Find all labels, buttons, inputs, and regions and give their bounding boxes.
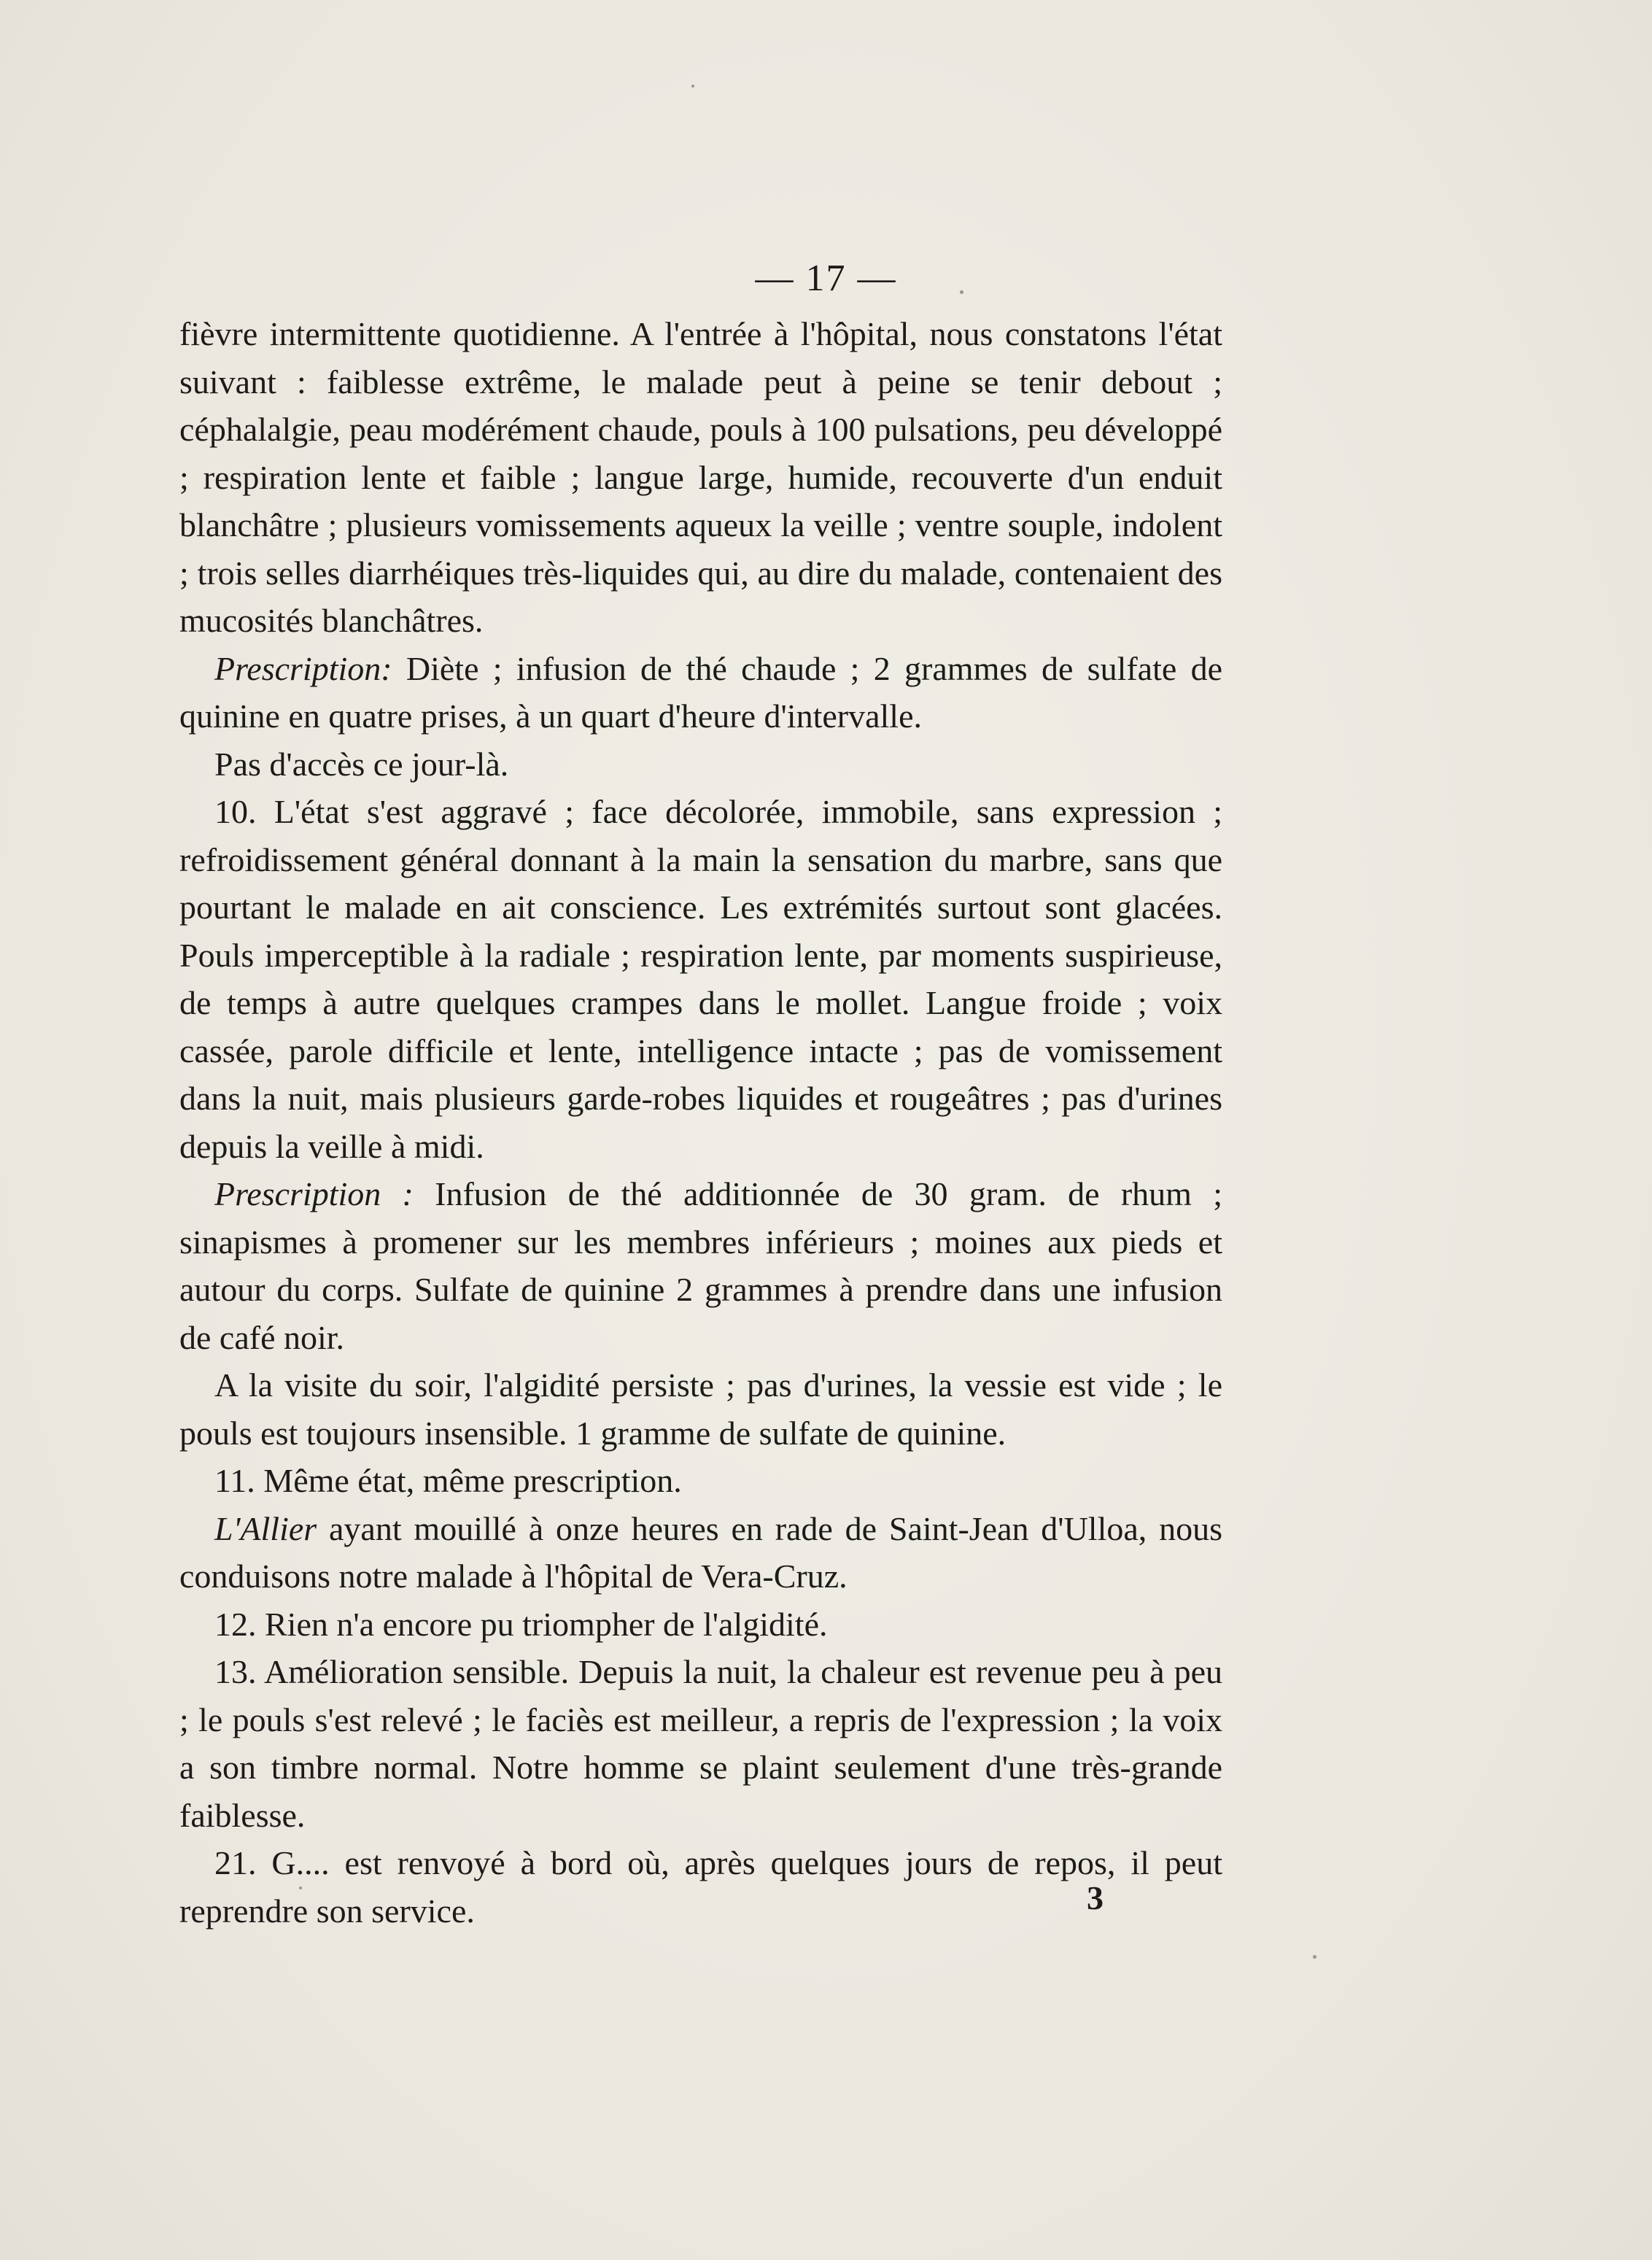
paper-speck xyxy=(960,290,963,294)
paragraph-day-11: 11. Même état, même prescription. xyxy=(214,1462,682,1499)
body-text xyxy=(179,310,1222,1935)
paragraph-day-10: 10. L'état s'est aggravé ; face décolorée, immobile, sans expression ; refroidissement général donnant à la main la sensation du marbre, sans que pourtant le malade en ait conscience. Les extrémités surtout sont glacées. Pouls imperceptible à la radiale ; respiration lente, par moments suspirieuse, de temps à autre quelques crampes dans le mollet. Langue froide ; voix cassée, parole difficile et lente, intelligence intacte ; pas de vomissement dans la nuit, mais plusieurs garde-robes liquides et rougeâtres ; pas d'urines depuis la veille à midi. xyxy=(179,793,1222,1165)
paragraph-day-13: 13. Amélioration sensible. Depuis la nuit, la chaleur est revenue peu à peu ; le pouls s'est relevé ; le faciès est meilleur, a repris de l'expression ; la voix a son timbre normal. Notre homme se plaint seulement d'une très-grande faiblesse. xyxy=(179,1653,1222,1834)
paragraph-day-12: 12. Rien n'a encore pu triompher de l'algidité. xyxy=(214,1605,828,1643)
paragraph-prescription xyxy=(179,645,1222,740)
prescription-text: Infusion de thé additionnée de 30 gram. de rhum ; sinapismes à promener sur les membres inférieurs ; moines aux pieds et autour du corps. Sulfate de quinine 2 grammes à prendre dans une infusion de café noir. xyxy=(179,1175,1222,1356)
paragraph-allier xyxy=(179,1505,1222,1601)
ship-name: L'Allier xyxy=(214,1509,317,1547)
paragraph: Pas d'accès ce jour-là. xyxy=(214,745,509,783)
prescription-label: Prescription: xyxy=(214,649,392,687)
signature-mark: 3 xyxy=(1087,1879,1104,1916)
paper-speck xyxy=(1313,1955,1316,1959)
paragraph-evening-visit: A la visite du soir, l'algidité persiste ; pas d'urines, la vessie est vide ; le pouls est toujours insensible. 1 gramme de sulfate de quinine. xyxy=(179,1366,1222,1452)
paragraph-text: ayant mouillé à onze heures en rade de Saint-Jean d'Ulloa, nous conduisons notre malade à l'hôpital de Vera-Cruz. xyxy=(179,1509,1222,1595)
page-number-header: — 17 — xyxy=(755,258,897,299)
paper-speck xyxy=(299,1886,302,1889)
prescription-text: Diète ; infusion de thé chaude ; 2 grammes de sulfate de quinine en quatre prises, à un quart d'heure d'intervalle. xyxy=(179,649,1222,735)
paragraph: fièvre intermittente quotidienne. A l'entrée à l'hôpital, nous constatons l'état suivant : faiblesse extrême, le malade peut à peine se tenir debout ; céphalalgie, peau modérément chaude, pouls à 100 pulsations, peu développé ; respiration lente et faible ; langue large, humide, recouverte d'un enduit blanchâtre ; plusieurs vomissements aqueux la veille ; ventre souple, indolent ; trois selles diarrhéiques très-liquides qui, au dire du malade, contenaient des mucosités blanchâtres. xyxy=(179,315,1222,639)
paragraph-prescription xyxy=(179,1170,1222,1361)
prescription-label: Prescription : xyxy=(214,1175,414,1212)
paper-speck xyxy=(691,85,694,88)
paragraph-day-21: 21. G.... est renvoyé à bord où, après quelques jours de repos, il peut reprendre son service. xyxy=(179,1844,1222,1930)
